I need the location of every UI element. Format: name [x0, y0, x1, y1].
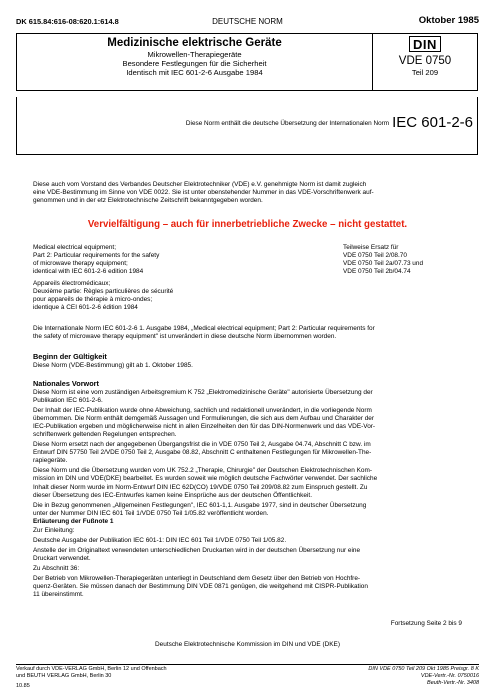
- din-logo: DIN: [409, 36, 441, 52]
- english-title-line: Part 2: Particular requirements for the safety: [33, 252, 160, 260]
- foreword-heading: Nationales Vorwort: [33, 379, 99, 388]
- text-line: Der Betrieb von Mikrowellen-Therapiegeräten unterliegt in Deutschland dem Gesetz über den Betrieb von Hochfre-: [33, 574, 361, 582]
- text-line: unter der Nummer DIN IEC 601 Teil 1/VDE 0750 Teil 1/05.82 veröffentlicht worden.: [33, 509, 269, 517]
- intro-line: eine VDE-Bestimmung im Sinne von VDE 0022. Sie ist unter obenstehender Nummer in das VDE-Vorschriftenwerk auf-: [33, 189, 374, 197]
- issue-date: Oktober 1985: [418, 15, 479, 26]
- document-title: Medizinische elektrische Geräte: [107, 37, 282, 49]
- norm-type: DEUTSCHE NORM: [212, 17, 283, 26]
- text-line: Zu Abschnitt 36:: [33, 564, 80, 572]
- intro-paragraph: [33, 181, 374, 205]
- dk-classification: DK 615.84:616-08:620.1:614.8: [16, 17, 119, 26]
- text-line: schriftenwerk geltenden Regelungen entsprechen.: [33, 431, 177, 439]
- replacement-line: VDE 0750 Teil 2/08.70: [343, 252, 407, 260]
- title-block: [16, 33, 478, 91]
- note-line: the safety of microwave therapy equipment" ist unverändert in diese deutsche Norm übernommen worden.: [33, 333, 337, 341]
- text-line: Entwurf DIN 57750 Teil 2/VDE 0750 Teil 2, Ausgabe 08.82, Abschnitt C enthaltenen Festlegungen für Mikrowellen-The-: [33, 449, 372, 457]
- replacement-info: [343, 244, 423, 276]
- french-title-line: Appareils électromédicaux;: [33, 280, 111, 287]
- text-line: Publikation IEC 601-2-6.: [33, 397, 103, 405]
- text-line: Inhalt dieser Norm wurde im Norm-Entwurf DIN IEC 62D(CO) 19/VDE 0750 Teil 209/08.82 zum Einspruch gestellt. Zu: [33, 483, 368, 491]
- english-title-line: of microwave therapy equipment;: [33, 260, 128, 268]
- french-title-line: identique à CEI 601-2-6 édition 1984: [33, 304, 138, 312]
- commission-line: Deutsche Elektrotechnische Kommission im DIN und VDE (DKE): [155, 641, 340, 648]
- footer-rule: [16, 664, 479, 665]
- replacement-line: Teilweise Ersatz für: [343, 244, 399, 251]
- text-line: Anstelle der im Originaltext verwendeten unterschiedlichen Druckarten wird in der deutschen Übersetzung nur eine: [33, 546, 361, 554]
- french-title: [33, 280, 173, 312]
- vde-contract-number: VDE-Vertr.-Nr. 0750016: [420, 673, 479, 679]
- subtitle-1: Mikrowellen-Therapiegeräte: [147, 50, 242, 59]
- norm-reference: [186, 114, 473, 132]
- french-title-line: Deuxième partie: Règles particulières de sécurité: [33, 288, 174, 296]
- sales-line: und BEUTH VERLAG GmbH, Berlin 30: [16, 673, 112, 679]
- text-line: Diese Norm und die Übersetzung wurden vom UK 752.2 „Therapie, Chirurgie" der Deutschen Elektrotechnischen Kom-: [33, 467, 372, 475]
- title-area: [17, 37, 372, 78]
- text-line: Diese Norm ersetzt nach der angegebenen Übergangsfrist die in VDE 0750 Teil 2, Ausgabe 04.74, Abschnitt C bzw. im: [33, 441, 371, 449]
- validity-text: Diese Norm (VDE-Bestimmung) gilt ab 1. Oktober 1985.: [33, 362, 193, 369]
- replacement-line: VDE 0750 Teil 2a/07.73 und: [343, 260, 424, 268]
- footer-right: [368, 666, 479, 687]
- international-note: [33, 325, 375, 341]
- print-date: 10.85: [16, 683, 30, 689]
- sales-line: Verkauf durch VDE-VERLAG GmbH, Berlin 12 und Offenbach: [16, 666, 167, 672]
- subtitle-3: Identisch mit IEC 601-2-6 Ausgabe 1984: [126, 68, 263, 78]
- norm-reference-text: Diese Norm enthält die deutsche Übersetzung der Internationalen Norm: [185, 120, 390, 127]
- text-line: übernommen. Die Norm enthält demgemäß Aussagen und Formulierungen, die sich aus dem Aufbau und Charakter der: [33, 415, 375, 423]
- vde-number: VDE 0750: [398, 55, 452, 67]
- norm-reference-box: [16, 97, 478, 155]
- validity-heading: Beginn der Gültigkeit: [33, 352, 107, 361]
- foreword-body: [33, 389, 377, 599]
- iec-number: IEC 601-2-6: [392, 114, 473, 131]
- text-line: dieser Übersetzung des IEC-Entwurfes kamen keine Einsprüche aus der deutschen Öffentlichkeit.: [33, 491, 312, 499]
- footnote-heading: Erläuterung der Fußnote 1: [33, 517, 114, 525]
- english-title-line: Medical electrical equipment;: [33, 244, 117, 251]
- english-title-line: identical with IEC 601-2-6 edition 1984: [33, 268, 144, 276]
- text-line: 11 übereinstimmt.: [33, 591, 84, 599]
- foreword-paragraph-4: [33, 467, 377, 499]
- foreword-paragraph-1: [33, 389, 377, 405]
- text-line: rapiegeräte.: [33, 457, 68, 465]
- text-line: Zur Einleitung:: [33, 526, 75, 534]
- header-line: [16, 15, 479, 27]
- note-line: Die Internationale Norm IEC 601-2-6 1. Ausgabe 1984, „Medical electrical equipment; Part 2: Particular requirements for: [33, 325, 375, 332]
- text-line: Druckart verwendet.: [33, 554, 91, 562]
- intro-line: genommen und in der etz Elektrotechnische Zeitschrift bekanntgegeben worden.: [33, 197, 263, 205]
- subtitle-2: Besondere Festlegungen für die Sicherheit: [122, 59, 267, 69]
- text-line: mission im DIN und VDE(DKE) bearbeitet. Es wurden soweit wie möglich deutsche Fachwörter verwendet. Der sachliche: [33, 475, 378, 483]
- text-line: Die in Bezug genommenen „Allgemeinen Festlegungen", IEC 601-1,1. Ausgabe 1977, sind in deutscher Übersetzung: [33, 501, 367, 509]
- replacement-line: VDE 0750 Teil 2b/04.74: [343, 268, 411, 276]
- teil-number: Teil 209: [411, 68, 439, 77]
- price-line: DIN VDE 0750 Teil 209 Okt 1985 Preisgr. 8 K: [368, 666, 479, 672]
- text-line: Diese Norm ist eine vom zuständigen Arbeitsgremium K 752 „Elektromedizinische Geräte" autorisierte Übersetzung der: [33, 389, 373, 396]
- english-title: [33, 244, 159, 276]
- text-line: quenz-Geräten. Sie müssen danach der Bestimmung DIN VDE 0871 genügen, die weitgehend mit CISPR-Publikation: [33, 583, 368, 591]
- footer-left: [16, 666, 167, 690]
- text-line: IEC-Publikation ergeben und möglicherweise nicht in allen Einzelheiten den für das DIN-Normenwerk und das VDE-Vor-: [33, 423, 376, 431]
- continuation-note: Fortsetzung Seite 2 bis 9: [390, 620, 462, 627]
- beuth-contract-number: Beuth-Vertr.-Nr. 3408: [427, 680, 479, 686]
- foreword-paragraph-2: [33, 407, 377, 439]
- french-title-line: pour appareils de thérapie à micro-ondes;: [33, 296, 153, 304]
- intro-line: Diese auch vom Vorstand des Verbandes Deutscher Elektrotechniker (VDE) e.V. genehmigte Norm ist damit zugleich: [33, 181, 367, 188]
- text-line: Deutsche Ausgabe der Publikation IEC 601-1: DIN IEC 601 Teil 1/VDE 0750 Teil 1/05.82.: [33, 536, 287, 544]
- text-line: Der Inhalt der IEC-Publikation wurde ohne Abweichung, sachlich und redaktionell unverändert, in die vorliegende Norm: [33, 407, 372, 415]
- foreword-paragraph-5: [33, 502, 377, 518]
- din-block: [373, 36, 477, 77]
- foreword-paragraph-3: [33, 441, 377, 465]
- reproduction-warning: Vervielfältigung – auch für innerbetriebliche Zwecke – nicht gestattet.: [87, 219, 408, 230]
